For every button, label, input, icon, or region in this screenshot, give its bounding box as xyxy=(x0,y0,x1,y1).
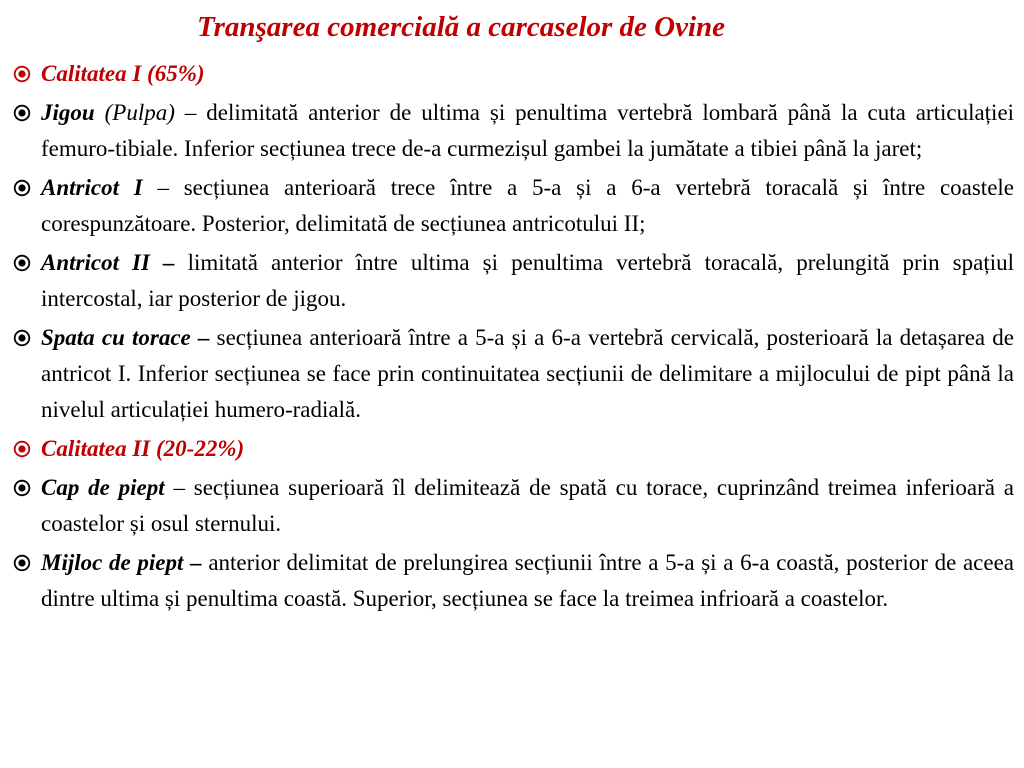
cut-description: anterior delimitat de prelungirea secțiunii între a 5-a și a 6-a coastă, posterior de aceea dintre ultima și penultima coastă. Superior, secțiunea se face la treimea infrioară a coastelor. xyxy=(41,550,1015,611)
cut-term: Spata cu torace xyxy=(41,325,191,350)
quality-heading-1 xyxy=(13,56,1014,92)
cut-entry-cap-de-piept xyxy=(13,470,1014,542)
cut-entry-jigou xyxy=(13,95,1014,167)
circled-dot-bullet-icon xyxy=(13,440,31,458)
quality-heading-2 xyxy=(13,431,1014,467)
circled-dot-bullet-icon xyxy=(13,104,31,122)
bullet-list xyxy=(13,56,1014,620)
cut-description: secțiunea anterioară între a 5-a și a 6-a vertebră cervicală, posterioară la detașarea de antricot I. Inferior secțiunea se face prin continuitatea secțiunii de delimitare a mijlocului de pipt până la nivelul articulației humero-radială. xyxy=(41,325,1015,422)
circled-dot-bullet-icon xyxy=(13,479,31,497)
cut-description: secțiunea superioară îl delimitează de spată cu torace, cuprinzând treimea inferioară a coastelor și osul sternului. xyxy=(41,475,1015,536)
dash: – xyxy=(157,175,169,200)
cut-description: secțiunea anterioară trece între a 5-a și a 6-a vertebră toracală și între coastele corespunzătoare. Posterior, delimitată de secțiunea antricotului II; xyxy=(41,175,1015,236)
cut-description: delimitată anterior de ultima și penultima vertebră lombară până la cuta articulației femuro-tibiale. Inferior secțiunea trece de-a curmezișul gambei la jumătate a tibiei până la jaret; xyxy=(41,100,1015,161)
dash: – xyxy=(163,250,175,275)
circled-dot-bullet-icon xyxy=(13,65,31,83)
cut-alias: (Pulpa) xyxy=(104,100,175,125)
cut-entry-spata-cu-torace xyxy=(13,320,1014,428)
slide-title: Tranşarea comercială a carcaselor de Ovine xyxy=(196,11,726,43)
cut-term: Jigou xyxy=(41,100,95,125)
heading-text: Calitatea I (65%) xyxy=(41,61,205,86)
dash: – xyxy=(173,475,185,500)
cut-term: Cap de piept xyxy=(41,475,165,500)
heading-text: Calitatea II (20-22%) xyxy=(41,436,245,461)
cut-term: Antricot II xyxy=(41,250,150,275)
dash: – xyxy=(184,100,197,125)
circled-dot-bullet-icon xyxy=(13,179,31,197)
circled-dot-bullet-icon xyxy=(13,329,31,347)
circled-dot-bullet-icon xyxy=(13,554,31,572)
circled-dot-bullet-icon xyxy=(13,254,31,272)
cut-entry-antricot-1 xyxy=(13,170,1014,242)
dash: – xyxy=(197,325,210,350)
cut-entry-mijloc-de-piept xyxy=(13,545,1014,617)
cut-description: limitată anterior între ultima și penultima vertebră toracală, prelungită prin spațiul intercostal, iar posterior de jigou. xyxy=(41,250,1014,311)
dash: – xyxy=(190,550,202,575)
cut-entry-antricot-2 xyxy=(13,245,1014,317)
cut-term: Antricot I xyxy=(41,175,143,200)
cut-term: Mijloc de piept xyxy=(41,550,184,575)
